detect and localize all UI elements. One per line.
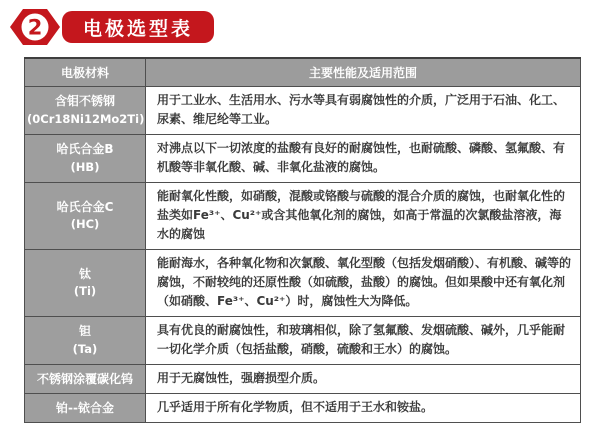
table-row: [25, 365, 581, 394]
material-code: (HC): [70, 217, 100, 232]
electrode-selection-table: [24, 57, 581, 423]
material-name: 含钼不锈钢: [54, 94, 115, 109]
description-cell: 能耐氧化性酸，如硝酸，混酸或铬酸与硫酸的混合介质的腐蚀，也耐氧化性的盐类如Fe³⁺、Cu²⁺或含其他氧化剂的腐蚀，如高于常温的次氯酸盐溶液，海水的腐蚀: [146, 183, 581, 250]
table-body: [25, 87, 581, 423]
material-code: (Ti): [73, 284, 97, 299]
table-row: [25, 250, 581, 317]
table-row: [25, 87, 581, 135]
material-cell: [25, 365, 146, 394]
description-cell: 能耐海水，各种氧化物和次氯酸、氧化型酸（包括发烟硝酸）、有机酸、碱等的腐蚀，不耐较纯的还原性酸（如硫酸，盐酸）的腐蚀。但如果酸中还有氧化剂（如硝酸、Fe³⁺、Cu²⁺）时，腐蚀性大为降低。: [146, 250, 581, 317]
badge-number: 2: [27, 15, 43, 40]
material-code: (0Cr18Ni12Mo2Ti): [27, 111, 145, 126]
material-cell: [25, 317, 146, 365]
material-name: 哈氏合金C: [56, 199, 114, 214]
table-row: [25, 394, 581, 423]
material-name: 钽: [78, 324, 91, 339]
description-cell: 具有优良的耐腐蚀性，和玻璃相似，除了氢氟酸、发烟硫酸、碱外，几乎能耐一切化学介质（包括盐酸，硝酸，硫酸和王水）的腐蚀。: [146, 317, 581, 365]
banner-title: 电极选型表: [62, 11, 214, 43]
material-cell: [25, 250, 146, 317]
material-name: 铂--铱合金: [56, 400, 114, 415]
table-row: [25, 317, 581, 365]
page-header: [0, 0, 600, 57]
material-name: 哈氏合金B: [56, 142, 114, 157]
material-cell: [25, 87, 146, 135]
description-cell: 用于无腐蚀性，强磨损型介质。: [146, 365, 581, 394]
table-header-row: [25, 58, 581, 87]
material-cell: [25, 135, 146, 183]
description-cell: 用于工业水、生活用水、污水等具有弱腐蚀性的介质，广泛用于石油、化工、尿素、维尼纶等工业。: [146, 87, 581, 135]
material-code: (HB): [70, 159, 100, 174]
description-cell: 几乎适用于所有化学物质，但不适用于王水和铵盐。: [146, 394, 581, 423]
table-row: [25, 135, 581, 183]
description-cell: 对沸点以下一切浓度的盐酸有良好的耐腐蚀性，也耐硫酸、磷酸、氢氟酸、有机酸等非氧化酸、碱、非氧化盐液的腐蚀。: [146, 135, 581, 183]
hexagon-badge-icon: [9, 6, 61, 48]
material-cell: [25, 394, 146, 423]
table-row: [25, 183, 581, 250]
table-header-performance: 主要性能及适用范围: [146, 58, 581, 87]
material-code: (Ta): [72, 341, 98, 356]
material-cell: [25, 183, 146, 250]
material-name: 钛: [78, 266, 91, 281]
table-header-material: 电极材料: [25, 58, 146, 87]
material-name: 不锈钢涂覆碳化钨: [36, 371, 133, 386]
step-badge: [9, 6, 61, 48]
